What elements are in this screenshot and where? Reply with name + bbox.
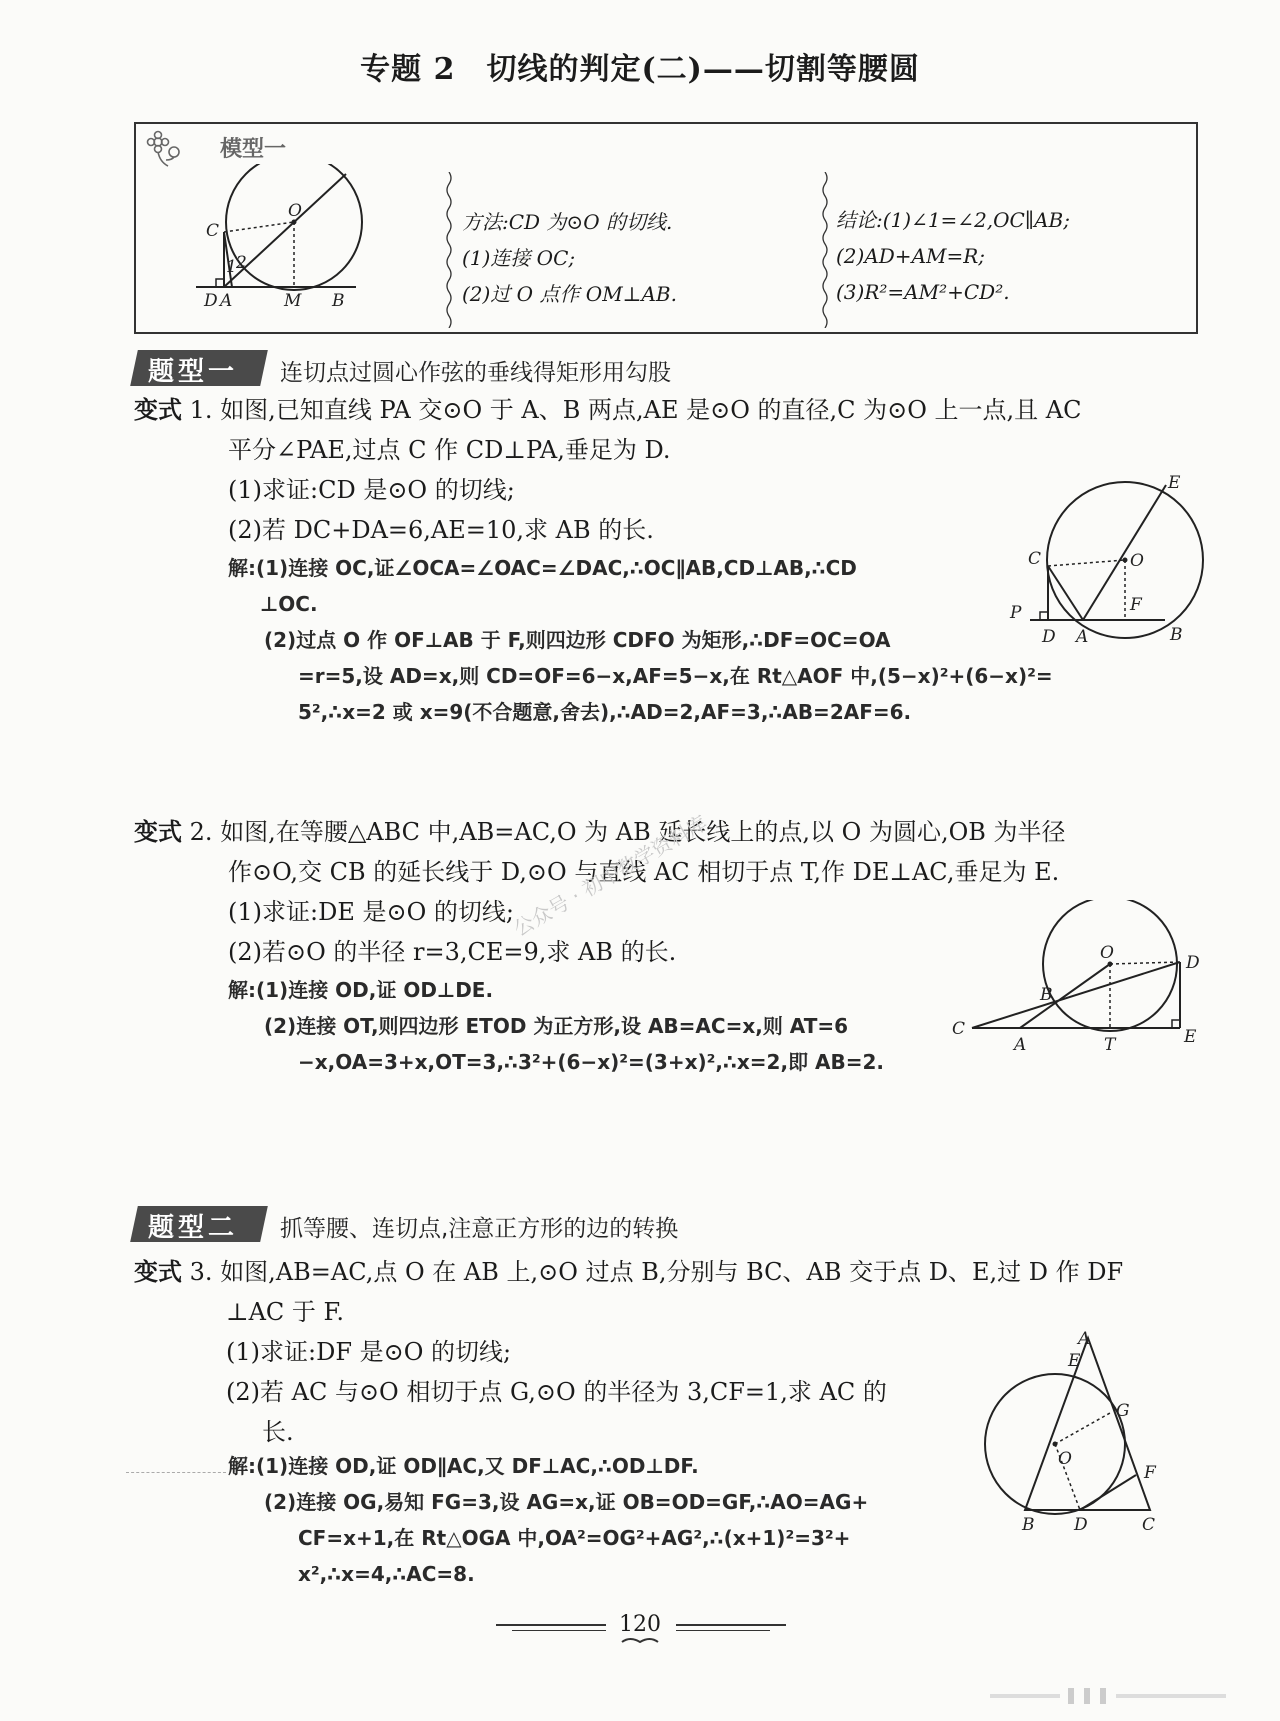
label-T: T [1104,1035,1116,1055]
label-B: B [1022,1515,1035,1535]
page-number: 120 [619,1612,661,1637]
section-header-2 [134,1206,1134,1244]
solution-2 [228,972,884,1080]
section-title: 抓等腰、连切点,注意正方形的边的转换 [280,1216,679,1242]
solution-line: ⊥OC. [260,592,318,616]
question-label: 变式 [134,396,182,424]
label-A: A [1014,1035,1027,1055]
book-ornament-icon [620,1636,660,1646]
question-line: 长. [262,1418,294,1446]
solution-line: CF=x+1,在 Rt△OGA 中,OA²=OG²+AG²,∴(x+1)²=3²+ [298,1526,851,1550]
page-number-line-right-2 [676,1630,770,1631]
model-method [462,204,677,312]
solution-line: 解:(1)连接 OD,证 OD∥AC,又 DF⊥AC,∴OD⊥DF. [228,1454,699,1478]
question-label: 变式 [134,818,182,846]
method-line: (2)过 O 点作 OM⊥AB. [462,282,677,306]
question-line: (1)求证:DE 是⊙O 的切线; [228,898,514,926]
solution-line: x²,∴x=4,∴AC=8. [298,1562,475,1586]
bottom-watermark [990,1688,1250,1704]
label-A: A [1078,1330,1091,1349]
solution-1 [228,550,1053,730]
solution-line: (2)连接 OT,则四边形 ETOD 为正方形,设 AB=AC=x,则 AT=6 [264,1014,849,1038]
label-M: M [284,291,302,311]
flower-icon [146,130,186,170]
solution-line: 解:(1)连接 OD,证 OD⊥DE. [228,978,494,1002]
page-number-line-right [676,1624,786,1626]
model-conclusion [836,202,1070,310]
page-number-line-left [496,1624,606,1626]
label-F: F [1130,595,1142,615]
label-O: O [1100,943,1114,963]
question-line: (1)求证:DF 是⊙O 的切线; [226,1338,512,1366]
page-title: 专题 2 切线的判定(二)——切割等腰圆 [360,52,920,87]
solution-line: (2)连接 OG,易知 FG=3,设 AG=x,证 OB=OD=GF,∴AO=AG+ [264,1490,869,1514]
method-line: (1)连接 OC; [462,246,576,270]
solution-line: (2)过点 O 作 OF⊥AB 于 F,则四边形 CDFO 为矩形,∴DF=OC=OA [264,628,891,652]
question-number: 2. [189,818,213,846]
question-line: (2)若⊙O 的半径 r=3,CE=9,求 AB 的长. [228,938,677,966]
label-O: O [288,201,302,221]
divider-wavy-1 [444,172,454,328]
label-B: B [1040,985,1053,1005]
label-P: P [1010,603,1022,623]
label-B: B [332,291,345,311]
section-header-1 [134,350,1134,388]
question-label: 变式 [134,1258,182,1286]
question-line: 如图,已知直线 PA 交⊙O 于 A、B 两点,AE 是⊙O 的直径,C 为⊙O 上一点,且 AC [220,396,1082,424]
question-line: (2)若 DC+DA=6,AE=10,求 AB 的长. [228,516,654,544]
label-D: D [1074,1515,1088,1535]
solution-3 [228,1448,868,1592]
label-A: A [1076,627,1089,647]
conclusion-line: 结论:(1)∠1=∠2,OC∥AB; [836,208,1070,232]
q1-figure [990,470,1220,650]
question-line: 作⊙O,交 CB 的延长线于 D,⊙O 与直线 AC 相切于点 T,作 DE⊥AC,垂足为 E. [228,858,1060,886]
label-D: D [204,291,218,311]
label-1: 1 [226,257,237,277]
label-D: D [1042,627,1056,647]
label-D: D [1186,953,1200,973]
solution-line: −x,OA=3+x,OT=3,∴3²+(6−x)²=(3+x)²,∴x=2,即 AB=2. [298,1050,885,1074]
page-number-line-left-2 [512,1630,606,1631]
question-line: ⊥AC 于 F. [226,1298,345,1326]
label-O: O [1130,551,1144,571]
watermark: 公众号 · 初中数学资料库 [509,810,712,941]
section-badge: 题型二 [148,1213,239,1243]
label-C: C [952,1019,966,1039]
conclusion-line: (2)AD+AM=R; [836,244,986,268]
solution-line: =r=5,设 AD=x,则 CD=OF=6−x,AF=5−x,在 Rt△AOF 中,(5−x)²+(6−x)²= [298,664,1053,688]
question-line: 平分∠PAE,过点 C 作 CD⊥PA,垂足为 D. [228,436,671,464]
divider-wavy-2 [820,172,830,328]
q2-figure [940,900,1210,1060]
method-line: 方法:CD 为⊙O 的切线. [462,210,673,234]
model-box [134,122,1198,334]
scan-mark [126,1472,226,1473]
label-B: B [1170,625,1183,645]
label-E: E [1068,1351,1081,1371]
label-2: 2 [236,253,247,273]
label-C: C [1028,549,1042,569]
question-line: 如图,AB=AC,点 O 在 AB 上,⊙O 过点 B,分别与 BC、AB 交于点 D、E,过 D 作 DF [220,1258,1124,1286]
section-title: 连切点过圆心作弦的垂线得矩形用勾股 [280,360,671,386]
question-line: (2)若 AC 与⊙O 相切于点 G,⊙O 的半径为 3,CF=1,求 AC 的 [226,1378,887,1406]
question-number: 1. [189,396,213,424]
label-A: A [220,291,233,311]
label-O: O [1058,1449,1072,1469]
question-line: (1)求证:CD 是⊙O 的切线; [228,476,515,504]
q3-figure [970,1330,1170,1550]
label-E: E [1184,1027,1197,1047]
section-badge: 题型一 [148,357,239,387]
label-C: C [206,221,220,241]
solution-line: 解:(1)连接 OC,证∠OCA=∠OAC=∠DAC,∴OC∥AB,CD⊥AB,∴CD [228,556,857,580]
label-F: F [1144,1463,1156,1483]
question-line: 如图,在等腰△ABC 中,AB=AC,O 为 AB 延长线上的点,以 O 为圆心,OB 为半径 [220,818,1066,846]
model-label: 模型一 [220,137,287,162]
question-1 [134,390,1082,550]
label-C: C [1142,1515,1156,1535]
model-figure [196,164,366,314]
label-G: G [1116,1401,1130,1421]
conclusion-line: (3)R²=AM²+CD². [836,280,1010,304]
solution-line: 5²,∴x=2 或 x=9(不合题意,舍去),∴AD=2,AF=3,∴AB=2AF=6. [298,700,912,724]
label-E: E [1168,473,1181,493]
question-number: 3. [189,1258,213,1286]
